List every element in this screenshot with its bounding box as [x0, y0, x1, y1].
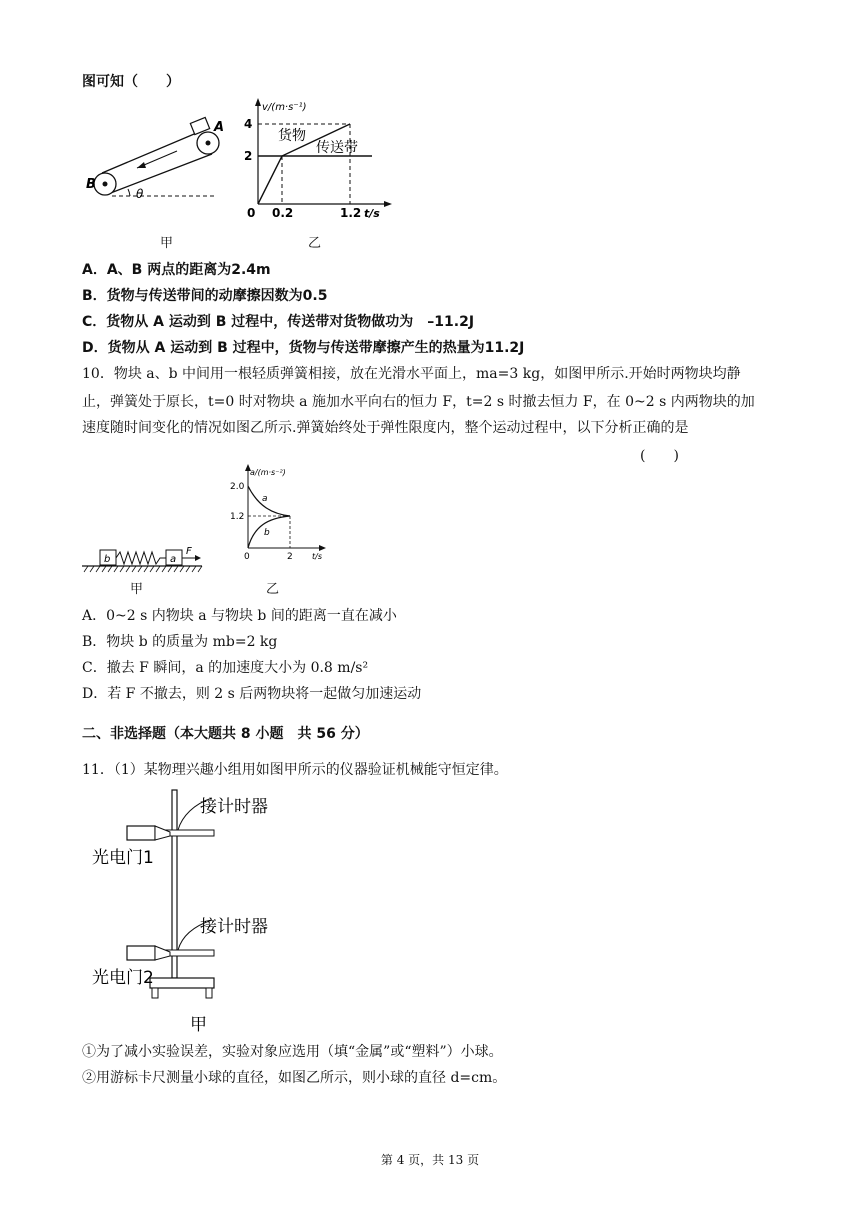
force-arrowhead [195, 555, 201, 561]
photogate-2 [127, 946, 155, 960]
label-gate-2: 光电门2 [92, 968, 154, 988]
a-y-tick-2: 2.0 [230, 482, 245, 492]
photogate-1-jaw [155, 826, 170, 840]
q11-item-1: ①为了减小实验误差，实验对象应选用（填“金属”或“塑料”）小球。 [82, 1044, 503, 1060]
a-x-axis-arrow [319, 545, 326, 551]
y-tick-4: 4 [244, 117, 253, 131]
q10-option-a: A．0~2 s 内物块 a 与物块 b 间的距离一直在减小 [82, 608, 397, 624]
page-footer: 第 4 页，共 13 页 [380, 1153, 480, 1167]
q10-option-d: D．若 F 不撤去，则 2 s 后两物块将一起做匀加速运动 [82, 686, 422, 702]
q9-option-c: C．货物从 A 运动到 B 过程中，传送带对货物做功为 –11.2J [82, 314, 475, 330]
label-block-b: b [104, 554, 111, 565]
x-tick-0: 0 [247, 206, 256, 220]
label-force: F [186, 546, 192, 557]
q9-option-d: D．货物从 A 运动到 B 过程中，货物与传送带摩擦产生的热量为11.2J [82, 340, 525, 356]
label-block-a: a [170, 554, 177, 565]
q10-answer-blank: ( ) [640, 448, 679, 464]
label-curve-a: a [262, 494, 268, 504]
label-a: A [214, 120, 225, 135]
pulley-a-axle [206, 141, 211, 146]
question-stem-fragment: 图可知（ ） [82, 74, 180, 90]
y-axis-arrow [255, 98, 261, 106]
ground-hatching [84, 566, 202, 572]
velocity-time-graph [242, 96, 402, 220]
a-x-tick-0: 0 [244, 552, 250, 562]
photogate-1 [127, 826, 155, 840]
stand-base [150, 978, 214, 988]
photogate-2-jaw [155, 946, 170, 960]
y-axis-label: v/(m·s⁻¹) [262, 102, 307, 113]
spring-blocks-figure [82, 538, 204, 578]
q11-fig-caption: 甲 [190, 1015, 207, 1035]
label-belt: 传送带 [316, 140, 358, 156]
label-b: B [86, 177, 96, 192]
conveyor-belt-figure [82, 104, 232, 214]
q11-item-2: ②用游标卡尺测量小球的直径，如图乙所示，则小球的直径 d=cm。 [82, 1070, 507, 1086]
angle-arc [128, 189, 130, 196]
acceleration-time-graph [228, 462, 340, 562]
motion-arrowhead [137, 162, 146, 168]
label-theta: θ [136, 187, 144, 201]
photogate-apparatus-figure [82, 786, 312, 1036]
x-tick-1-2: 1.2 [340, 206, 362, 220]
spring [116, 552, 166, 564]
pulley-b-axle [103, 182, 108, 187]
x-axis-label: t/s [364, 207, 380, 220]
belt-bottom-edge [108, 154, 212, 194]
q10-fig-caption-yi: 乙 [266, 582, 280, 597]
a-y-axis-label: a/(m·s⁻²) [250, 468, 286, 477]
label-timer-top: 接计时器 [200, 797, 268, 817]
q11-intro: 11．（1）某物理兴趣小组用如图甲所示的仪器验证机械能守恒定律。 [82, 762, 508, 778]
y-tick-2: 2 [244, 149, 253, 163]
q9-option-b: B．货物与传送带间的动摩擦因数为0.5 [82, 288, 328, 304]
x-axis-arrow [384, 201, 392, 207]
fig-caption-yi: 乙 [308, 236, 322, 251]
q10-option-c: C．撤去 F 瞬间，a 的加速度大小为 0.8 m/s² [82, 660, 369, 676]
q10-option-b: B．物块 b 的质量为 mb=2 kg [82, 634, 278, 650]
curve-a [248, 486, 290, 516]
a-y-tick-1-2: 1.2 [230, 512, 245, 522]
q9-option-a: A．A、B 两点的距离为2.4m [82, 262, 271, 278]
q10-stem-line3: 速度随时间变化的情况如图乙所示.弹簧始终处于弹性限度内，整个运动过程中，以下分析正确的是 [82, 420, 689, 436]
label-timer-bottom: 接计时器 [200, 917, 268, 937]
fig-caption-jia: 甲 [160, 236, 174, 251]
section-title: 二、非选择题（本大题共 8 小题 共 56 分） [82, 726, 369, 742]
stand-foot-right [206, 988, 212, 998]
x-tick-0-2: 0.2 [272, 206, 294, 220]
label-curve-b: b [264, 528, 270, 538]
label-goods: 货物 [278, 128, 306, 144]
q10-stem-line2: 止，弹簧处于原长，t=0 时对物块 a 施加水平向右的恒力 F，t=2 s 时撤去恒力 F，在 0~2 s 内两物块的加 [82, 394, 755, 410]
belt-top-edge [102, 129, 206, 173]
label-gate-1: 光电门1 [92, 848, 154, 868]
q10-stem-line1: 10．物块 a、b 中间用一根轻质弹簧相接，放在光滑水平面上，ma=3 kg，如图甲所示.开始时两物块均静 [82, 366, 741, 382]
a-x-tick-2: 2 [287, 552, 293, 562]
q10-fig-caption-jia: 甲 [130, 582, 144, 597]
stand-foot-left [152, 988, 158, 998]
a-x-axis-label: t/s [312, 552, 322, 561]
